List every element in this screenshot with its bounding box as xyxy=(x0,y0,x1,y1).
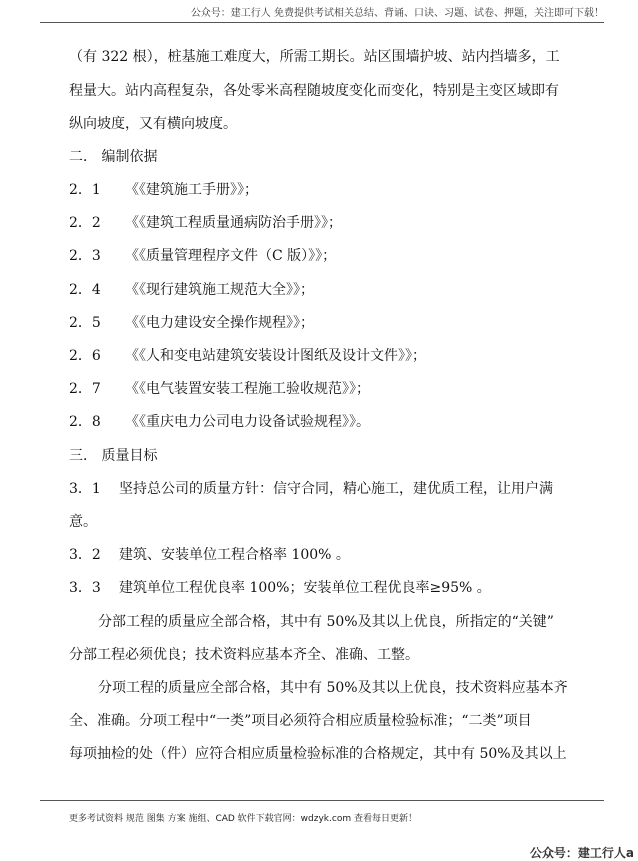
item-number: 2．7 xyxy=(69,381,101,397)
paragraph-subitem-line-2: 全、准确。分项工程中“一类”项目必须符合相应质量检验标准；“二类”项目 xyxy=(69,713,532,729)
paragraph-divisional-line-2: 分部工程必须优良；技术资料应基本齐全、准确、工整。 xyxy=(69,647,419,663)
list-item xyxy=(69,249,599,263)
item-text: 《《建筑工程质量通病防治手册》》； xyxy=(125,215,342,231)
item-text: 《《重庆电力公司电力设备试验规程》》。 xyxy=(125,414,370,430)
item-text: 《《建筑施工手册》》； xyxy=(125,182,258,198)
paragraph-subitem-line-1: 分项工程的质量应全部合格，其中有 50%及其以上优良，技术资料应基本齐 xyxy=(98,680,568,696)
item-text: 《《现行建筑施工规范大全》》； xyxy=(125,282,314,298)
list-item xyxy=(69,349,599,363)
item-text: 建筑单位工程优良率 100%；安装单位工程优良率≥95% 。 xyxy=(119,580,491,596)
footer-text: 更多考试资料 规范 图集 方案 施组、CAD 软件下载官网：wdzyk.com 查看每日更新！ xyxy=(69,814,417,824)
item-number: 2．1 xyxy=(69,182,101,198)
body-line-1: （有 322 根），桩基施工难度大，所需工期长。站区围墙护坡、站内挡墙多，工 xyxy=(69,49,560,65)
list-item xyxy=(69,316,599,330)
paragraph-subitem-line-3: 每项抽检的处（件）应符合相应质量检验标准的合格规定，其中有 50%及其以上 xyxy=(69,746,567,762)
item-number: 2．6 xyxy=(69,348,101,364)
item-number: 2．5 xyxy=(69,315,101,331)
list-item xyxy=(69,216,599,230)
item-text: 建筑、安装单位工程合格率 100% 。 xyxy=(119,547,350,563)
goal-item-3-2 xyxy=(69,548,599,562)
item-text: 《《人和变电站建筑安装设计图纸及设计文件》》； xyxy=(125,348,426,364)
footer-rule xyxy=(40,800,604,801)
list-item xyxy=(69,382,599,396)
item-text: 《《电力建设安全操作规程》》； xyxy=(125,315,314,331)
body-line-3: 纵向坡度，又有横向坡度。 xyxy=(69,116,237,132)
section-heading-basis: 二． 编制依据 xyxy=(69,149,158,165)
item-number: 2．4 xyxy=(69,282,101,298)
header-rule xyxy=(40,22,604,23)
paragraph-divisional-line-1: 分部工程的质量应全部合格，其中有 50%及其以上优良，所指定的“关键” xyxy=(98,614,554,630)
goal-item-3-1-continued: 意。 xyxy=(69,514,97,530)
item-number: 2．2 xyxy=(69,215,101,231)
section-heading-quality-goals: 三． 质量目标 xyxy=(69,448,158,464)
list-item xyxy=(69,283,599,297)
body-line-2: 程量大。站内高程复杂，各处零米高程随坡度变化而变化，特别是主变区域即有 xyxy=(69,83,559,99)
item-number: 3．2 xyxy=(69,547,101,563)
list-item xyxy=(69,415,599,429)
top-banner: 公众号：建工行人 免费提供考试相关总结、背诵、口诀、习题、试卷、押题，关注即可下载！ xyxy=(190,8,604,19)
item-number: 2．3 xyxy=(69,248,101,264)
item-number: 3．1 xyxy=(69,481,101,497)
item-text: 《《电气装置安装工程施工验收规范》》； xyxy=(125,381,370,397)
watermark: 公众号：建工行人a xyxy=(529,846,634,860)
goal-item-3-1 xyxy=(69,482,599,496)
goal-item-3-3 xyxy=(69,581,599,595)
item-number: 2．8 xyxy=(69,414,101,430)
item-text: 坚持总公司的质量方针：信守合同，精心施工，建优质工程，让用户满 xyxy=(119,481,553,497)
list-item xyxy=(69,183,599,197)
item-number: 3．3 xyxy=(69,580,101,596)
item-text: 《《质量管理程序文件（C 版）》》； xyxy=(125,248,337,264)
